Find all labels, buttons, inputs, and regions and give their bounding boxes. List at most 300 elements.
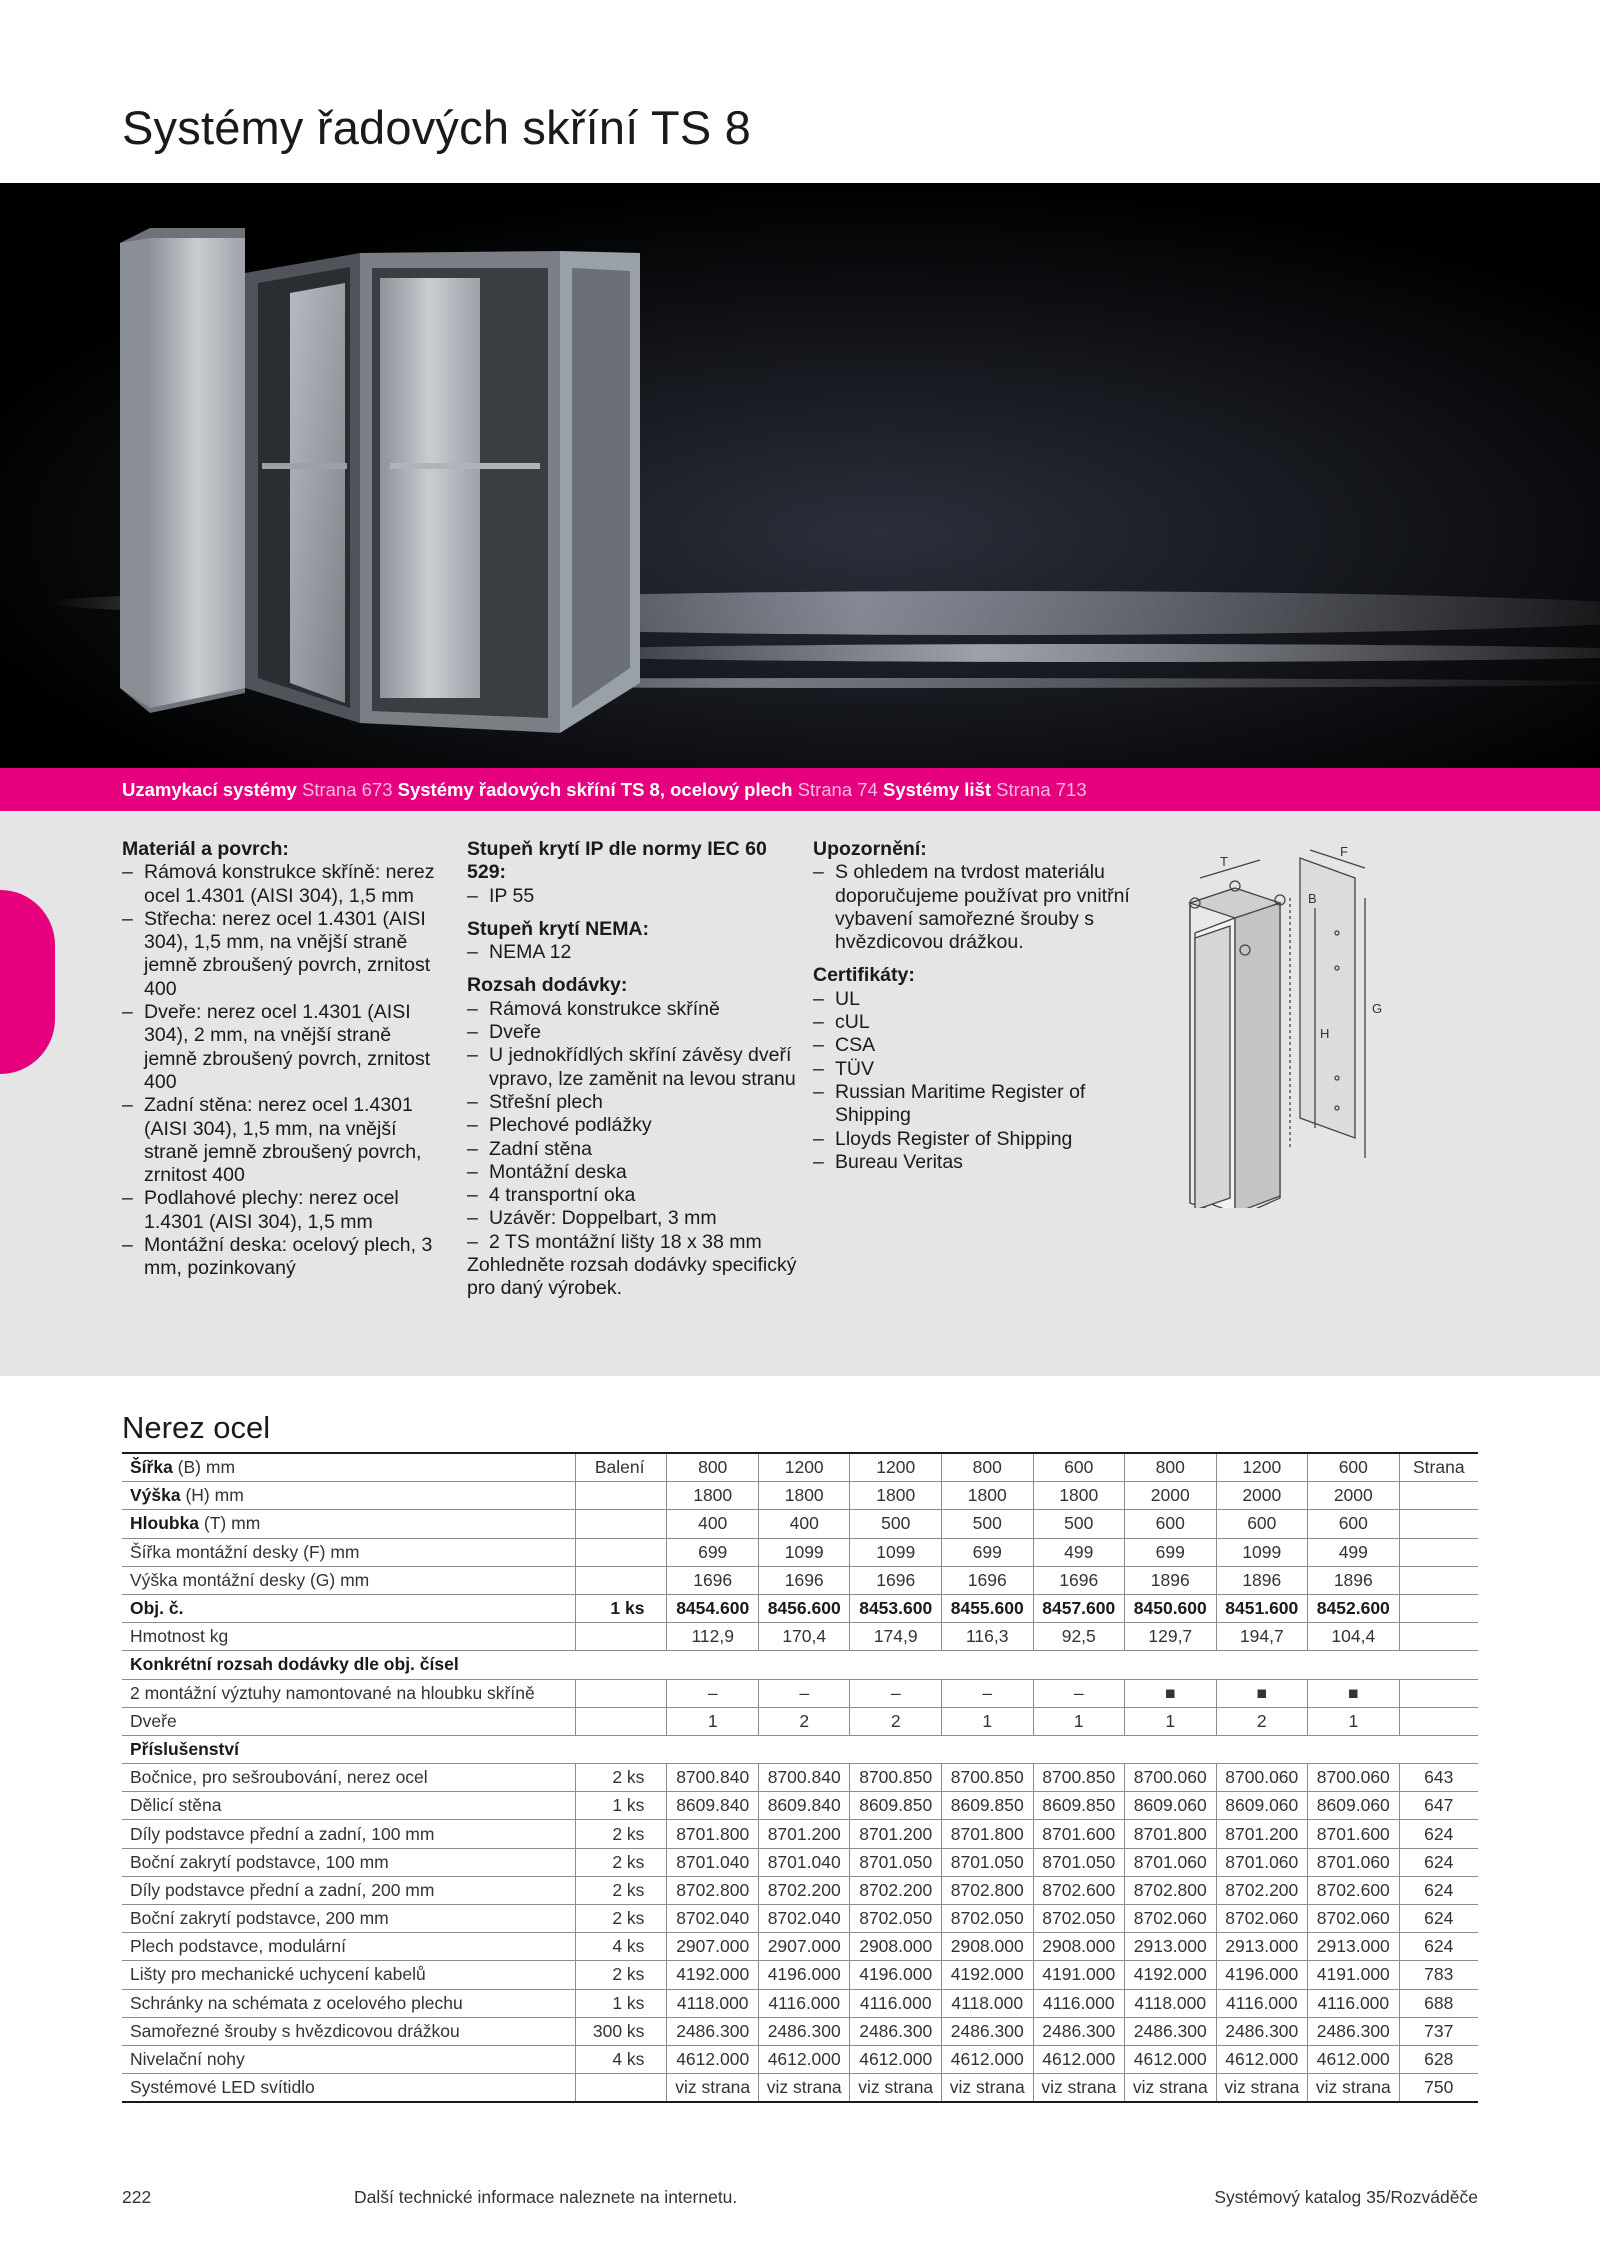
table-cell: 8701.050 bbox=[941, 1848, 1033, 1876]
table-cell: 4118.000 bbox=[667, 1989, 759, 2017]
nema-heading: Stupeň krytí NEMA: bbox=[467, 917, 650, 940]
catalog-name: Systémový katalog 35/Rozváděče bbox=[1214, 2187, 1478, 2207]
table-cell: 4612.000 bbox=[758, 2045, 850, 2073]
row-label bbox=[122, 1905, 576, 1933]
table-cell: 2486.300 bbox=[850, 2017, 942, 2045]
page-ref-cell bbox=[1399, 1707, 1478, 1735]
row-label bbox=[122, 2074, 576, 2103]
pack-unit-cell: 1 ks bbox=[576, 1594, 667, 1622]
pack-unit-cell bbox=[576, 1510, 667, 1538]
table-cell: 400 bbox=[758, 1510, 850, 1538]
row-label bbox=[122, 1482, 576, 1510]
section-title: Nerez ocel bbox=[122, 1410, 271, 1445]
table-cell: 1800 bbox=[941, 1482, 1033, 1510]
table-cell: 1896 bbox=[1125, 1566, 1217, 1594]
table-cell: viz strana bbox=[1033, 2074, 1125, 2103]
table-cell: 8609.850 bbox=[941, 1792, 1033, 1820]
table-cell: 8700.060 bbox=[1308, 1764, 1400, 1792]
table-cell: 4196.000 bbox=[1216, 1961, 1308, 1989]
table-cell: 4116.000 bbox=[850, 1989, 942, 2017]
page-ref-cell: 643 bbox=[1399, 1764, 1478, 1792]
list-item: – Bureau Veritas bbox=[813, 1151, 1143, 1174]
list-item: – 2 TS montážní lišty 18 x 38 mm bbox=[467, 1231, 797, 1254]
table-cell: 8454.600 bbox=[667, 1594, 759, 1622]
related-links-bar bbox=[0, 768, 1600, 811]
pack-unit-cell: 2 ks bbox=[576, 1905, 667, 1933]
table-cell: 2907.000 bbox=[758, 1933, 850, 1961]
table-cell: 2 bbox=[1216, 1707, 1308, 1735]
link-locking-systems-page: Strana 673 bbox=[301, 779, 393, 800]
table-cell: 1896 bbox=[1216, 1566, 1308, 1594]
row-label bbox=[122, 1764, 576, 1792]
scope-heading: Rozsah dodávky: bbox=[467, 974, 628, 997]
hero-image bbox=[0, 183, 1600, 768]
table-cell: 170,4 bbox=[758, 1623, 850, 1651]
table-cell: 8700.850 bbox=[941, 1764, 1033, 1792]
table-cell: 1200 bbox=[850, 1453, 942, 1482]
link-rail-systems-page: Strana 713 bbox=[996, 779, 1087, 800]
page-ref-cell bbox=[1399, 1594, 1478, 1622]
table-cell: 8702.060 bbox=[1308, 1905, 1400, 1933]
table-cell: 8452.600 bbox=[1308, 1594, 1400, 1622]
table-cell: 1 bbox=[667, 1707, 759, 1735]
dim-f-label: F bbox=[1340, 844, 1348, 859]
table-row bbox=[122, 1623, 1478, 1651]
table-cell: 2913.000 bbox=[1216, 1933, 1308, 1961]
list-item: – Montážní deska bbox=[467, 1161, 797, 1184]
table-row bbox=[122, 2017, 1478, 2045]
protection-column bbox=[467, 838, 797, 1301]
list-item: – TÜV bbox=[813, 1058, 1143, 1081]
table-cell: 4191.000 bbox=[1308, 1961, 1400, 1989]
table-cell: 1696 bbox=[850, 1566, 942, 1594]
table-cell: 8700.850 bbox=[1033, 1764, 1125, 1792]
material-heading: Materiál a povrch: bbox=[122, 838, 289, 860]
row-label-text: (H) mm bbox=[180, 1485, 244, 1506]
list-item: – Russian Maritime Register of Shipping bbox=[813, 1081, 1143, 1128]
page-ref-cell: Strana bbox=[1399, 1453, 1478, 1482]
table-cell: viz strana bbox=[667, 2074, 759, 2103]
product-table bbox=[122, 1452, 1478, 2103]
page-ref-cell bbox=[1399, 1510, 1478, 1538]
table-cell: 499 bbox=[1308, 1538, 1400, 1566]
row-label-bold: Hloubka bbox=[130, 1513, 200, 1534]
table-row bbox=[122, 1764, 1478, 1792]
table-cell: 4192.000 bbox=[667, 1961, 759, 1989]
row-label-bold: Obj. č. bbox=[130, 1598, 184, 1619]
table-cell: 2908.000 bbox=[1033, 1933, 1125, 1961]
row-label bbox=[122, 1453, 576, 1482]
table-cell: 2913.000 bbox=[1308, 1933, 1400, 1961]
table-cell: 8701.800 bbox=[1125, 1820, 1217, 1848]
pack-unit-cell bbox=[576, 1707, 667, 1735]
table-cell: 1200 bbox=[758, 1453, 850, 1482]
table-cell: 500 bbox=[1033, 1510, 1125, 1538]
table-row bbox=[122, 1989, 1478, 2017]
row-label bbox=[122, 1876, 576, 1904]
table-cell: 4191.000 bbox=[1033, 1961, 1125, 1989]
table-cell: 1696 bbox=[667, 1566, 759, 1594]
table-cell: 8701.800 bbox=[667, 1820, 759, 1848]
table-cell: 8453.600 bbox=[850, 1594, 942, 1622]
page-ref-cell: 624 bbox=[1399, 1876, 1478, 1904]
dim-b-label: B bbox=[1308, 891, 1317, 906]
ip-heading: Stupeň krytí IP dle normy IEC 60 529: bbox=[467, 838, 767, 884]
table-cell: viz strana bbox=[1125, 2074, 1217, 2103]
row-label-text: Schránky na schémata z ocelového plechu bbox=[130, 1992, 463, 2013]
row-label-text: Bočnice, pro sešroubování, nerez ocel bbox=[130, 1767, 428, 1788]
table-cell: 800 bbox=[1125, 1453, 1217, 1482]
table-cell: 8702.800 bbox=[941, 1876, 1033, 1904]
dim-t-label: T bbox=[1220, 854, 1228, 869]
page-ref-cell: 688 bbox=[1399, 1989, 1478, 2017]
pack-unit-cell: Balení bbox=[576, 1453, 667, 1482]
table-cell: 4612.000 bbox=[1216, 2045, 1308, 2073]
table-cell: 8701.050 bbox=[850, 1848, 942, 1876]
page-number: 222 bbox=[122, 2187, 152, 2207]
row-label-text: Dveře bbox=[130, 1710, 177, 1731]
table-cell: ■ bbox=[1308, 1679, 1400, 1707]
table-cell: 8457.600 bbox=[1033, 1594, 1125, 1622]
table-cell: – bbox=[941, 1679, 1033, 1707]
page-ref-cell bbox=[1399, 1566, 1478, 1594]
table-cell: 8451.600 bbox=[1216, 1594, 1308, 1622]
row-label-text: Výška montážní desky (G) mm bbox=[130, 1569, 370, 1590]
pack-unit-cell: 1 ks bbox=[576, 1792, 667, 1820]
table-cell: 8702.800 bbox=[667, 1876, 759, 1904]
table-cell: 116,3 bbox=[941, 1623, 1033, 1651]
link-locking-systems[interactable]: Uzamykací systémy bbox=[122, 779, 297, 800]
pack-unit-cell bbox=[576, 1623, 667, 1651]
table-cell: 2913.000 bbox=[1125, 1933, 1217, 1961]
table-cell: 4196.000 bbox=[850, 1961, 942, 1989]
row-label-bold: Šířka bbox=[130, 1457, 173, 1478]
row-label bbox=[122, 1989, 576, 2017]
pack-unit-cell bbox=[576, 1679, 667, 1707]
table-cell: 1099 bbox=[1216, 1538, 1308, 1566]
table-cell: 1800 bbox=[1033, 1482, 1125, 1510]
table-cell: 600 bbox=[1033, 1453, 1125, 1482]
table-cell: – bbox=[758, 1679, 850, 1707]
table-cell: 92,5 bbox=[1033, 1623, 1125, 1651]
pack-unit-cell bbox=[576, 2074, 667, 2103]
pack-unit-cell: 2 ks bbox=[576, 1848, 667, 1876]
table-cell: 1696 bbox=[1033, 1566, 1125, 1594]
pack-unit-cell: 1 ks bbox=[576, 1989, 667, 2017]
table-row bbox=[122, 1905, 1478, 1933]
table-cell: 600 bbox=[1216, 1510, 1308, 1538]
list-item: – NEMA 12 bbox=[467, 941, 797, 964]
pack-unit-cell bbox=[576, 1566, 667, 1594]
row-label bbox=[122, 1961, 576, 1989]
table-cell: 8700.840 bbox=[758, 1764, 850, 1792]
table-cell: 4612.000 bbox=[1308, 2045, 1400, 2073]
link-rail-systems[interactable]: Systémy lišt bbox=[883, 779, 991, 800]
page-ref-cell: 750 bbox=[1399, 2074, 1478, 2103]
table-cell: 699 bbox=[667, 1538, 759, 1566]
table-cell: 1 bbox=[941, 1707, 1033, 1735]
table-cell: 2000 bbox=[1216, 1482, 1308, 1510]
table-cell: 1800 bbox=[850, 1482, 942, 1510]
scope-list bbox=[467, 998, 797, 1254]
table-cell: 8701.600 bbox=[1033, 1820, 1125, 1848]
warning-heading: Upozornění: bbox=[813, 838, 927, 860]
row-label bbox=[122, 2045, 576, 2073]
table-cell: 8700.850 bbox=[850, 1764, 942, 1792]
table-cell: 2486.300 bbox=[1308, 2017, 1400, 2045]
table-cell: 1 bbox=[1033, 1707, 1125, 1735]
table-cell: 2000 bbox=[1308, 1482, 1400, 1510]
table-row bbox=[122, 1453, 1478, 1482]
list-item: – Střešní plech bbox=[467, 1091, 797, 1114]
pack-unit-cell: 2 ks bbox=[576, 1961, 667, 1989]
table-row bbox=[122, 1538, 1478, 1566]
row-label-text: Dělicí stěna bbox=[130, 1795, 222, 1816]
table-cell: 8701.040 bbox=[758, 1848, 850, 1876]
table-row bbox=[122, 1482, 1478, 1510]
list-item: – Zadní stěna bbox=[467, 1138, 797, 1161]
link-ts8-steel-page: Strana 74 bbox=[797, 779, 878, 800]
page-ref-cell bbox=[1399, 1482, 1478, 1510]
table-cell: 699 bbox=[1125, 1538, 1217, 1566]
row-label bbox=[122, 1566, 576, 1594]
list-item: – U jednokřídlých skříní závěsy dveří vpravo, lze zaměnit na levou stranu bbox=[467, 1044, 797, 1091]
page-ref-cell: 628 bbox=[1399, 2045, 1478, 2073]
table-row bbox=[122, 1510, 1478, 1538]
table-cell: 8609.850 bbox=[850, 1792, 942, 1820]
table-cell: 8700.060 bbox=[1125, 1764, 1217, 1792]
table-row bbox=[122, 2045, 1478, 2073]
table-cell: viz strana bbox=[758, 2074, 850, 2103]
table-cell: 8701.200 bbox=[850, 1820, 942, 1848]
row-label bbox=[122, 2017, 576, 2045]
page-ref-cell: 624 bbox=[1399, 1848, 1478, 1876]
table-cell: 1 bbox=[1125, 1707, 1217, 1735]
table-cell: 8701.600 bbox=[1308, 1820, 1400, 1848]
row-label-text: Systémové LED svítidlo bbox=[130, 2077, 315, 2098]
table-cell: 2 bbox=[758, 1707, 850, 1735]
table-cell: 4116.000 bbox=[1033, 1989, 1125, 2017]
row-label-text: Plech podstavce, modulární bbox=[130, 1936, 346, 1957]
table-cell: 4612.000 bbox=[1033, 2045, 1125, 2073]
row-label-text: Boční zakrytí podstavce, 100 mm bbox=[130, 1851, 389, 1872]
table-row bbox=[122, 1848, 1478, 1876]
table-cell: 8702.800 bbox=[1125, 1876, 1217, 1904]
table-cell: 4196.000 bbox=[758, 1961, 850, 1989]
table-cell: – bbox=[667, 1679, 759, 1707]
table-cell: 194,7 bbox=[1216, 1623, 1308, 1651]
table-cell: 800 bbox=[667, 1453, 759, 1482]
table-cell: 8701.060 bbox=[1308, 1848, 1400, 1876]
certificates-heading: Certifikáty: bbox=[813, 964, 915, 987]
row-label bbox=[122, 1820, 576, 1848]
row-label-bold: Výška bbox=[130, 1485, 181, 1506]
row-label-text: Díly podstavce přední a zadní, 100 mm bbox=[130, 1823, 435, 1844]
table-section-heading: Příslušenství bbox=[122, 1735, 1478, 1763]
table-row bbox=[122, 1961, 1478, 1989]
table-cell: 800 bbox=[941, 1453, 1033, 1482]
table-cell: 8702.200 bbox=[758, 1876, 850, 1904]
table-cell: 8609.840 bbox=[758, 1792, 850, 1820]
table-cell: ■ bbox=[1216, 1679, 1308, 1707]
list-item: – Zadní stěna: nerez ocel 1.4301 (AISI 304), 1,5 mm, na vnější straně jemně zbroušený povrch, zrnitost 400 bbox=[122, 1094, 442, 1187]
table-cell: 8702.050 bbox=[1033, 1905, 1125, 1933]
table-cell: 400 bbox=[667, 1510, 759, 1538]
table-cell: 4118.000 bbox=[941, 1989, 1033, 2017]
notes-column bbox=[813, 838, 1143, 1174]
table-cell: – bbox=[1033, 1679, 1125, 1707]
table-cell: 8609.060 bbox=[1216, 1792, 1308, 1820]
table-cell: 600 bbox=[1125, 1510, 1217, 1538]
dimension-diagram bbox=[1140, 838, 1410, 1208]
table-cell: 104,4 bbox=[1308, 1623, 1400, 1651]
list-item: – Střecha: nerez ocel 1.4301 (AISI 304), 1,5 mm, na vnější straně jemně zbroušený povrch, zrnitost 400 bbox=[122, 908, 442, 1001]
table-row bbox=[122, 1566, 1478, 1594]
table-cell: – bbox=[850, 1679, 942, 1707]
dim-g-label: G bbox=[1372, 1001, 1383, 1016]
table-cell: 499 bbox=[1033, 1538, 1125, 1566]
list-item: – Lloyds Register of Shipping bbox=[813, 1128, 1143, 1151]
table-cell: viz strana bbox=[850, 2074, 942, 2103]
table-cell: 1 bbox=[1308, 1707, 1400, 1735]
pack-unit-cell bbox=[576, 1538, 667, 1566]
link-ts8-steel[interactable]: Systémy řadových skříní TS 8, ocelový plech bbox=[397, 779, 793, 800]
table-cell: 8702.600 bbox=[1033, 1876, 1125, 1904]
table-cell: 8450.600 bbox=[1125, 1594, 1217, 1622]
table-cell: 2486.300 bbox=[941, 2017, 1033, 2045]
table-cell: 8701.200 bbox=[758, 1820, 850, 1848]
table-cell: 8701.200 bbox=[1216, 1820, 1308, 1848]
list-item: – UL bbox=[813, 988, 1143, 1011]
table-cell: 8702.050 bbox=[850, 1905, 942, 1933]
list-item: – Montážní deska: ocelový plech, 3 mm, pozinkovaný bbox=[122, 1234, 442, 1281]
table-cell: 4612.000 bbox=[941, 2045, 1033, 2073]
table-cell: 1200 bbox=[1216, 1453, 1308, 1482]
table-cell: 8702.200 bbox=[1216, 1876, 1308, 1904]
footer-note: Další technické informace naleznete na internetu. bbox=[354, 2187, 738, 2207]
table-cell: 8702.060 bbox=[1216, 1905, 1308, 1933]
row-label-text: Samořezné šrouby s hvězdicovou drážkou bbox=[130, 2020, 460, 2041]
table-cell: 1696 bbox=[758, 1566, 850, 1594]
table-cell: 129,7 bbox=[1125, 1623, 1217, 1651]
page-ref-cell bbox=[1399, 1679, 1478, 1707]
page-ref-cell: 624 bbox=[1399, 1905, 1478, 1933]
list-item: – Plechové podlážky bbox=[467, 1114, 797, 1137]
row-label bbox=[122, 1594, 576, 1622]
table-cell: 2486.300 bbox=[1033, 2017, 1125, 2045]
list-item: – IP 55 bbox=[467, 885, 797, 908]
row-label bbox=[122, 1679, 576, 1707]
table-cell: 8701.800 bbox=[941, 1820, 1033, 1848]
row-label-text: Hmotnost kg bbox=[130, 1626, 229, 1647]
table-cell: 4612.000 bbox=[850, 2045, 942, 2073]
row-label bbox=[122, 1623, 576, 1651]
table-cell: 2486.300 bbox=[758, 2017, 850, 2045]
table-cell: 2907.000 bbox=[667, 1933, 759, 1961]
row-label bbox=[122, 1707, 576, 1735]
table-cell: 8701.060 bbox=[1125, 1848, 1217, 1876]
table-row bbox=[122, 1594, 1478, 1622]
list-item: – cUL bbox=[813, 1011, 1143, 1034]
table-section-heading: Konkrétní rozsah dodávky dle obj. čísel bbox=[122, 1651, 1478, 1679]
list-item: – 4 transportní oka bbox=[467, 1184, 797, 1207]
list-item: – Rámová konstrukce skříně: nerez ocel 1.4301 (AISI 304), 1,5 mm bbox=[122, 861, 442, 908]
pack-unit-cell bbox=[576, 1482, 667, 1510]
table-cell: 4612.000 bbox=[667, 2045, 759, 2073]
row-label-text: Lišty pro mechanické uchycení kabelů bbox=[130, 1964, 426, 1985]
table-cell: 8701.050 bbox=[1033, 1848, 1125, 1876]
table-cell: 500 bbox=[941, 1510, 1033, 1538]
table-cell: 1800 bbox=[758, 1482, 850, 1510]
table-row bbox=[122, 1679, 1478, 1707]
table-cell: 4118.000 bbox=[1125, 1989, 1217, 2017]
row-label bbox=[122, 1792, 576, 1820]
row-label bbox=[122, 1933, 576, 1961]
row-label bbox=[122, 1510, 576, 1538]
row-label-text: (T) mm bbox=[199, 1513, 261, 1534]
table-section-row bbox=[122, 1735, 1478, 1763]
table-cell: 2 bbox=[850, 1707, 942, 1735]
table-cell: ■ bbox=[1125, 1679, 1217, 1707]
section-tab-marker bbox=[0, 890, 55, 1074]
table-cell: 8609.060 bbox=[1125, 1792, 1217, 1820]
page-ref-cell bbox=[1399, 1538, 1478, 1566]
enclosure-photo bbox=[0, 183, 1600, 768]
list-item: – CSA bbox=[813, 1034, 1143, 1057]
pack-unit-cell: 2 ks bbox=[576, 1876, 667, 1904]
table-cell: 2486.300 bbox=[1125, 2017, 1217, 2045]
table-cell: viz strana bbox=[1216, 2074, 1308, 2103]
table-cell: 4192.000 bbox=[1125, 1961, 1217, 1989]
table-cell: 8702.050 bbox=[941, 1905, 1033, 1933]
list-item: – Uzávěr: Doppelbart, 3 mm bbox=[467, 1207, 797, 1230]
table-cell: 8700.840 bbox=[667, 1764, 759, 1792]
certificates-list bbox=[813, 988, 1143, 1174]
table-cell: 699 bbox=[941, 1538, 1033, 1566]
table-cell: 4192.000 bbox=[941, 1961, 1033, 1989]
page-ref-cell: 737 bbox=[1399, 2017, 1478, 2045]
table-cell: 2486.300 bbox=[1216, 2017, 1308, 2045]
table-cell: 8455.600 bbox=[941, 1594, 1033, 1622]
page-ref-cell: 647 bbox=[1399, 1792, 1478, 1820]
page-ref-cell bbox=[1399, 1623, 1478, 1651]
table-cell: 8456.600 bbox=[758, 1594, 850, 1622]
table-cell: 600 bbox=[1308, 1510, 1400, 1538]
table-cell: 112,9 bbox=[667, 1623, 759, 1651]
row-label bbox=[122, 1538, 576, 1566]
list-item: – Rámová konstrukce skříně bbox=[467, 998, 797, 1021]
table-cell: 1696 bbox=[941, 1566, 1033, 1594]
table-cell: 174,9 bbox=[850, 1623, 942, 1651]
table-cell: 1099 bbox=[758, 1538, 850, 1566]
table-row bbox=[122, 1792, 1478, 1820]
dim-h-label: H bbox=[1320, 1026, 1330, 1041]
table-cell: 8702.600 bbox=[1308, 1876, 1400, 1904]
page-title: Systémy řadových skříní TS 8 bbox=[122, 101, 751, 154]
list-item: – S ohledem na tvrdost materiálu doporučujeme používat pro vnitřní vybavení samořezné šrouby s hvězdicovou drážkou. bbox=[813, 861, 1143, 954]
scope-note: Zohledněte rozsah dodávky specifický pro daný výrobek. bbox=[467, 1254, 797, 1300]
table-cell: 8702.200 bbox=[850, 1876, 942, 1904]
table-cell: 1896 bbox=[1308, 1566, 1400, 1594]
table-cell: 8609.060 bbox=[1308, 1792, 1400, 1820]
table-cell: 2486.300 bbox=[667, 2017, 759, 2045]
table-row bbox=[122, 1820, 1478, 1848]
row-label-text: Nivelační nohy bbox=[130, 2049, 245, 2070]
table-cell: 8609.840 bbox=[667, 1792, 759, 1820]
pack-unit-cell: 2 ks bbox=[576, 1764, 667, 1792]
table-cell: 600 bbox=[1308, 1453, 1400, 1482]
table-cell: 8702.040 bbox=[758, 1905, 850, 1933]
